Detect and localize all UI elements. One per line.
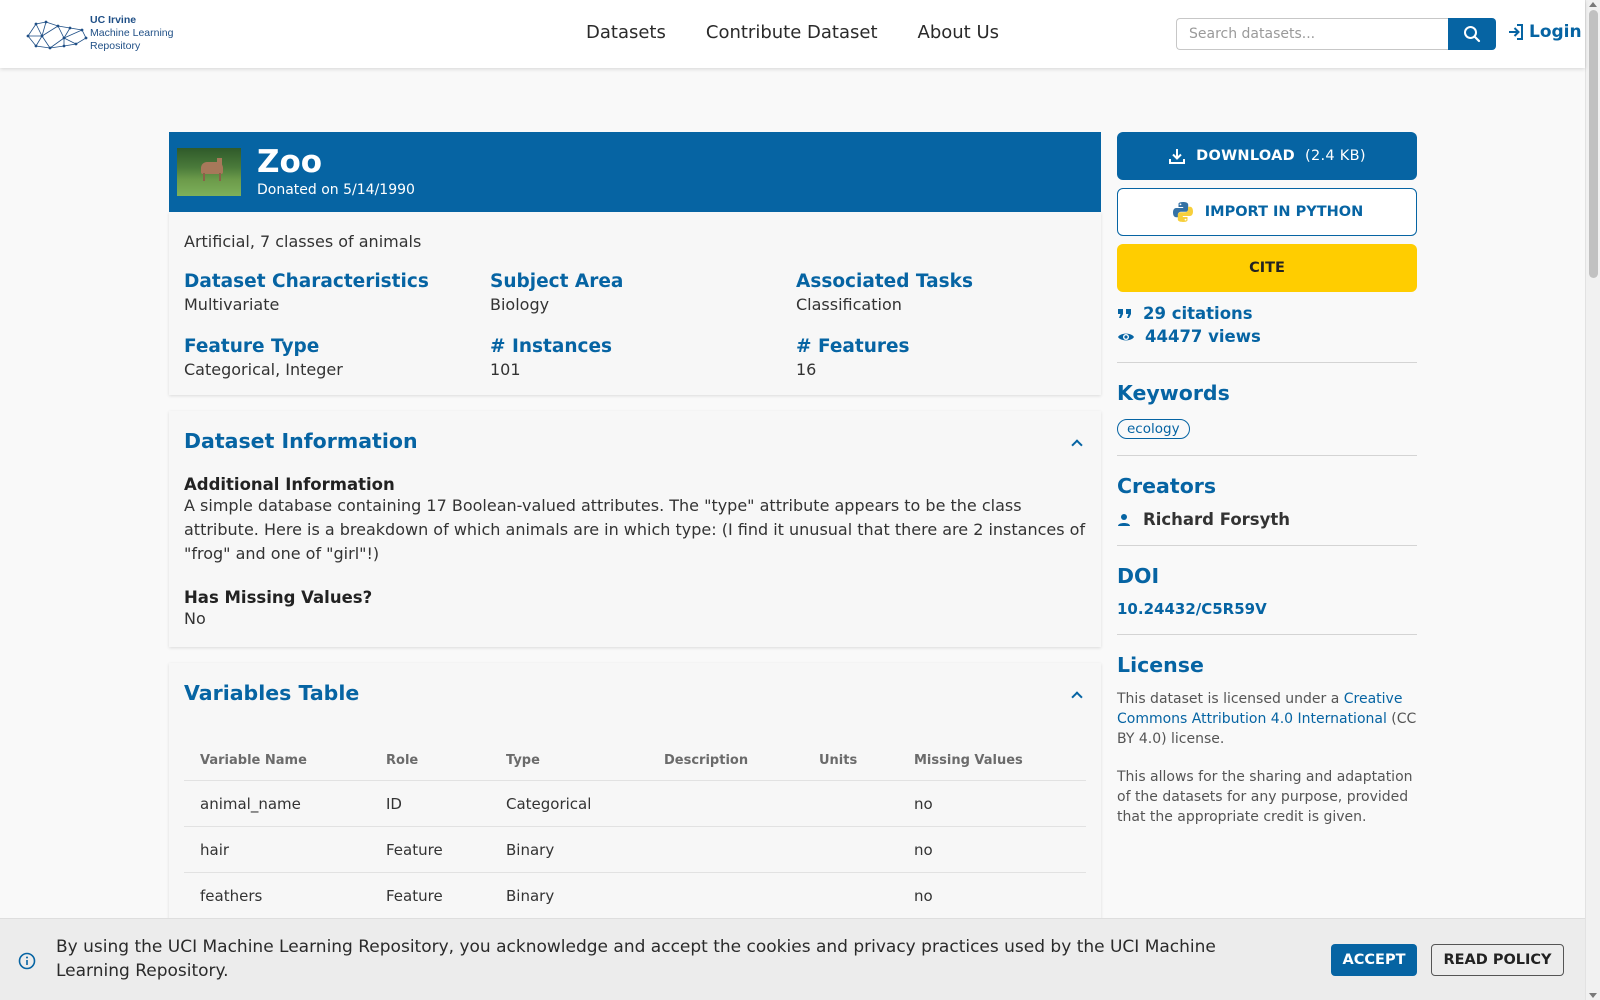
table-header-row xyxy=(184,743,1086,781)
accept-button[interactable]: ACCEPT xyxy=(1331,944,1417,976)
table-cell: hair xyxy=(184,827,370,873)
views-count xyxy=(1117,327,1417,346)
search-button[interactable] xyxy=(1448,18,1496,50)
doi-heading: DOI xyxy=(1117,564,1160,588)
characteristic-dataset-characteristics xyxy=(184,271,490,314)
nav-about-us[interactable]: About Us xyxy=(917,22,999,43)
table-cell: no xyxy=(898,781,1086,827)
table-row xyxy=(184,827,1086,873)
donated-date: Donated on 5/14/1990 xyxy=(257,182,415,198)
characteristic-label: Feature Type xyxy=(184,336,320,357)
table-cell xyxy=(648,827,803,873)
logo-line-2: Machine Learning xyxy=(90,27,174,39)
divider xyxy=(1117,455,1417,456)
import-in-python-label: IMPORT IN PYTHON xyxy=(1204,204,1364,220)
table-cell: Categorical xyxy=(490,781,648,827)
characteristic-value: Biology xyxy=(490,295,550,314)
table-row xyxy=(184,873,1086,919)
table-cell: no xyxy=(898,827,1086,873)
characteristic-value: Categorical, Integer xyxy=(184,360,343,379)
license-note: This allows for the sharing and adaptation of the datasets for any purpose, provided that the appropriate credit is given. xyxy=(1117,769,1413,825)
dataset-information-panel xyxy=(169,411,1101,647)
characteristic-subject-area xyxy=(490,271,796,314)
dataset-thumbnail xyxy=(177,148,241,196)
characteristic-label: Subject Area xyxy=(490,271,624,292)
download-icon xyxy=(1168,147,1186,165)
info-icon xyxy=(18,952,36,970)
download-size: (2.4 KB) xyxy=(1304,148,1366,164)
characteristic-instances xyxy=(490,336,796,379)
table-cell: Feature xyxy=(370,873,490,919)
table-cell xyxy=(648,873,803,919)
table-cell: animal_name xyxy=(184,781,370,827)
cookie-message: By using the UCI Machine Learning Repository, you acknowledge and accept the cookies and privacy practices used by the UCI Machine Learning Repository. xyxy=(56,937,1216,981)
logo-text xyxy=(90,14,173,53)
characteristic-value: Classification xyxy=(796,295,902,314)
table-cell xyxy=(803,827,898,873)
license-link[interactable]: Creative Commons Attribution 4.0 International xyxy=(1117,691,1403,727)
person-icon xyxy=(1117,513,1131,527)
table-cell: Binary xyxy=(490,873,648,919)
divider xyxy=(1117,545,1417,546)
keywords-heading: Keywords xyxy=(1117,381,1230,405)
dataset-summary xyxy=(169,212,1101,395)
table-cell: ID xyxy=(370,781,490,827)
search-icon xyxy=(1463,25,1481,43)
license-post: (CC BY 4.0) license. xyxy=(1117,711,1417,747)
license-text xyxy=(1117,689,1417,749)
additional-information-heading: Additional Information xyxy=(184,475,395,494)
table-cell: Binary xyxy=(490,827,648,873)
variables-table-title[interactable]: Variables Table xyxy=(184,681,360,705)
license-heading: License xyxy=(1117,653,1204,677)
table-cell: feathers xyxy=(184,873,370,919)
login-icon xyxy=(1506,22,1526,42)
characteristic-label: # Features xyxy=(796,336,910,357)
citations-label: 29 citations xyxy=(1143,304,1253,323)
creator-item xyxy=(1117,510,1417,529)
eye-icon xyxy=(1117,330,1135,344)
characteristic-value: 16 xyxy=(796,360,817,379)
cookie-banner xyxy=(0,918,1585,1000)
column-header[interactable]: Variable Name xyxy=(184,743,370,781)
characteristic-label: # Instances xyxy=(490,336,613,357)
variables-table xyxy=(184,743,1086,919)
dataset-title: Zoo xyxy=(257,144,323,180)
dataset-title-bar xyxy=(169,132,1101,212)
summary-text: Artificial, 7 classes of animals xyxy=(184,232,422,251)
dataset-information-title[interactable]: Dataset Information xyxy=(184,429,418,453)
scroll-down-arrow-icon[interactable] xyxy=(1589,993,1597,998)
creator-name: Richard Forsyth xyxy=(1143,510,1291,529)
variables-table-panel xyxy=(169,663,1101,923)
logo-line-3: Repository xyxy=(90,40,141,52)
divider xyxy=(1117,362,1417,363)
dataset-sidebar xyxy=(1117,132,1417,827)
import-in-python-button[interactable] xyxy=(1117,188,1417,236)
login-label: Login xyxy=(1529,22,1582,42)
characteristic-value: Multivariate xyxy=(184,295,280,314)
scroll-up-arrow-icon[interactable] xyxy=(1589,2,1597,7)
column-header[interactable]: Missing Values xyxy=(898,743,1086,781)
characteristic-features xyxy=(796,336,1086,379)
page-scrollbar[interactable] xyxy=(1585,0,1600,1000)
doi-link[interactable]: 10.24432/C5R59V xyxy=(1117,600,1267,618)
read-policy-button[interactable]: READ POLICY xyxy=(1431,944,1564,976)
table-cell xyxy=(803,873,898,919)
login-link[interactable] xyxy=(1506,22,1582,42)
characteristics-grid xyxy=(184,271,1086,379)
download-label: DOWNLOAD xyxy=(1196,148,1295,164)
dataset-card xyxy=(169,132,1101,923)
search-input[interactable] xyxy=(1176,18,1448,50)
network-logo-icon xyxy=(24,16,88,52)
nav-contribute-dataset[interactable]: Contribute Dataset xyxy=(705,22,878,43)
site-header xyxy=(0,0,1585,68)
creators-heading: Creators xyxy=(1117,474,1217,498)
uci-logo[interactable] xyxy=(24,14,173,53)
table-cell xyxy=(648,781,803,827)
quote-icon xyxy=(1117,307,1133,321)
scrollbar-thumb[interactable] xyxy=(1589,10,1598,278)
logo-line-1: UC Irvine xyxy=(90,14,137,26)
thumbnail-deer-head xyxy=(217,158,222,166)
cite-label: CITE xyxy=(1249,260,1285,276)
table-cell: no xyxy=(898,873,1086,919)
characteristic-value: 101 xyxy=(490,360,521,379)
python-icon xyxy=(1171,200,1195,224)
table-row xyxy=(184,781,1086,827)
column-header[interactable]: Description xyxy=(648,743,803,781)
keyword-chip[interactable]: ecology xyxy=(1117,419,1190,439)
column-header[interactable]: Type xyxy=(490,743,648,781)
missing-values-heading: Has Missing Values? xyxy=(184,588,373,607)
characteristic-label: Dataset Characteristics xyxy=(184,271,429,292)
cite-button[interactable] xyxy=(1117,244,1417,292)
divider xyxy=(1117,634,1417,635)
additional-information-text: A simple database containing 17 Boolean-valued attributes. The "type" attribute appears to be the class attribute. Here is a breakdown of which animals are in which type: (I find it unusual that there are 2 instances of "frog" and one of "girl"!) xyxy=(184,496,1086,563)
table-cell xyxy=(803,781,898,827)
nav-datasets[interactable]: Datasets xyxy=(586,22,666,43)
main-nav xyxy=(586,22,999,43)
thumbnail-deer-legs xyxy=(203,173,221,181)
missing-values-value: No xyxy=(184,609,206,628)
column-header[interactable]: Role xyxy=(370,743,490,781)
table-cell: Feature xyxy=(370,827,490,873)
download-button[interactable] xyxy=(1117,132,1417,180)
search-bar xyxy=(1176,18,1496,50)
characteristic-label: Associated Tasks xyxy=(796,271,973,292)
views-label: 44477 views xyxy=(1145,327,1261,346)
characteristic-associated-tasks xyxy=(796,271,1086,314)
column-header[interactable]: Units xyxy=(803,743,898,781)
characteristic-feature-type xyxy=(184,336,490,379)
license-pre: This dataset is licensed under a xyxy=(1117,691,1344,707)
citations-count[interactable] xyxy=(1117,304,1417,323)
